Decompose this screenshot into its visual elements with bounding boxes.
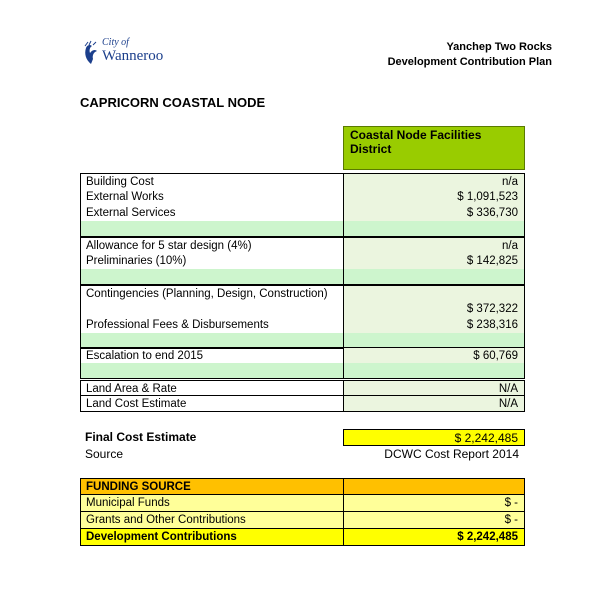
header-line-2: Development Contribution Plan	[387, 56, 552, 68]
row-value: $ 238,316	[343, 317, 525, 333]
table-row	[80, 285, 525, 317]
table-row	[80, 253, 525, 269]
logo-small-text: City of	[102, 37, 129, 48]
cost-block-2	[80, 237, 525, 285]
page-title: CAPRICORN COASTAL NODE	[80, 95, 266, 110]
final-cost-section	[80, 429, 525, 463]
source-label: Source	[85, 447, 124, 461]
row-value: $ 336,730	[343, 205, 525, 221]
table-row	[80, 512, 525, 529]
row-value: n/a	[343, 173, 525, 189]
source-value: DCWC Cost Report 2014	[384, 447, 519, 461]
cost-block-1	[80, 173, 525, 237]
logo-big-text: Wanneroo	[102, 48, 164, 64]
row-value: N/A	[343, 380, 525, 396]
column-header: Coastal Node Facilities District	[343, 126, 525, 170]
table-row	[80, 189, 525, 205]
final-cost-value: $ 2,242,485	[343, 429, 525, 446]
spacer-row	[80, 221, 525, 237]
city-logo	[82, 38, 182, 68]
row-label: Escalation to end 2015	[80, 347, 343, 363]
table-row	[80, 495, 525, 512]
row-label: Grants and Other Contributions	[80, 512, 343, 529]
table-row	[80, 317, 525, 333]
cost-block-5	[80, 380, 525, 412]
table-row	[80, 347, 525, 363]
row-value: $ 372,322	[343, 285, 525, 317]
funding-header: FUNDING SOURCE	[80, 478, 343, 495]
row-label: Allowance for 5 star design (4%)	[80, 237, 343, 253]
source-row	[80, 446, 525, 463]
row-label: Development Contributions	[80, 529, 343, 546]
row-label: Professional Fees & Disbursements	[80, 317, 343, 333]
cost-block-4	[80, 347, 525, 379]
table-row	[80, 173, 525, 189]
document-header	[388, 40, 552, 70]
spacer-row	[80, 269, 525, 285]
table-row	[80, 529, 525, 546]
row-label: External Services	[80, 205, 343, 221]
row-label: Building Cost	[80, 173, 343, 189]
table-row	[80, 396, 525, 412]
final-cost-label: Final Cost Estimate	[85, 430, 197, 444]
row-value: $ 142,825	[343, 253, 525, 269]
swan-emblem-icon	[82, 40, 100, 66]
row-value: $ 60,769	[343, 347, 525, 363]
spacer-row	[80, 363, 525, 379]
final-cost-row	[80, 429, 525, 446]
row-value: $ -	[343, 512, 525, 529]
row-value: N/A	[343, 396, 525, 412]
row-value: $ 1,091,523	[343, 189, 525, 205]
row-label: Preliminaries (10%)	[80, 253, 343, 269]
row-value: n/a	[343, 237, 525, 253]
funding-table	[80, 478, 525, 546]
row-label: Contingencies (Planning, Design, Construction)	[80, 285, 343, 317]
table-row	[80, 237, 525, 253]
row-label: Land Area & Rate	[80, 380, 343, 396]
row-label: Land Cost Estimate	[80, 396, 343, 412]
table-row	[80, 205, 525, 221]
table-row	[80, 380, 525, 396]
row-label: Municipal Funds	[80, 495, 343, 512]
header-line-1: Yanchep Two Rocks	[446, 41, 552, 53]
row-value: $ -	[343, 495, 525, 512]
row-label: External Works	[80, 189, 343, 205]
row-value: $ 2,242,485	[343, 529, 525, 546]
funding-header-value	[343, 478, 525, 495]
cost-block-3	[80, 285, 525, 349]
funding-header-row	[80, 478, 525, 495]
